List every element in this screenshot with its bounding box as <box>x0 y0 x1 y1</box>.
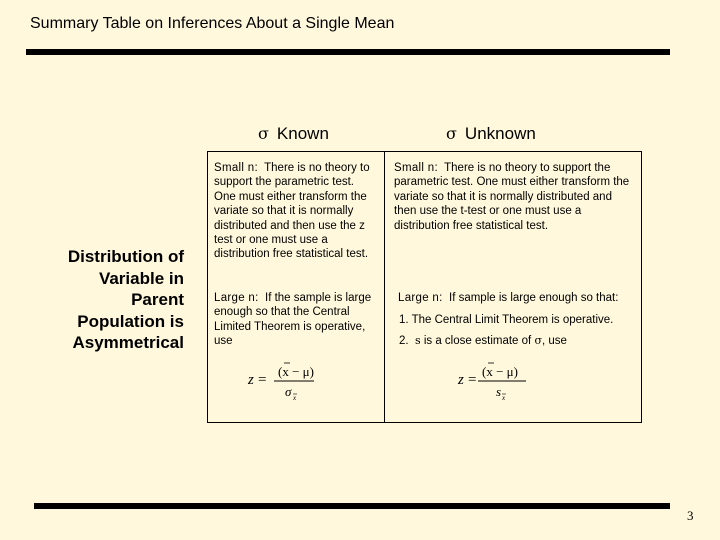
column-header-sigma-unknown <box>446 124 536 144</box>
column-header-sigma-known <box>258 124 329 144</box>
row-label-line: Parent <box>131 290 184 309</box>
z-formula-unknown <box>458 362 538 407</box>
row-label-line: Variable in <box>98 268 184 288</box>
unknown-small-n-cell <box>394 161 634 233</box>
point-text-suffix: , use <box>541 335 567 347</box>
formula-subscript: x <box>502 394 506 402</box>
cell-lead: Large n: <box>214 292 259 304</box>
known-small-n-cell <box>214 161 378 262</box>
sigma-symbol: σ <box>446 124 457 143</box>
formula-numerator: (x − μ) <box>278 364 314 379</box>
cell-text: If the sample is large enough so that the Central Limited Theorem is operative, use <box>214 292 372 348</box>
cell-lead: Large n: <box>398 292 443 304</box>
row-label-line: Population is <box>77 311 184 331</box>
row-label-line: Asymmetrical <box>72 333 184 352</box>
cell-lead: Small n: <box>394 162 438 174</box>
row-label-line: Distribution of <box>67 247 184 266</box>
s-symbol: s <box>414 334 421 347</box>
sigma-symbol: σ <box>258 124 269 143</box>
known-large-n-cell <box>214 291 378 349</box>
formula-denominator: s <box>496 384 502 399</box>
sigma-symbol: σ <box>534 334 542 347</box>
slide-title: Summary Table on Inferences About a Single Mean <box>30 15 395 32</box>
formula-lhs: z <box>458 372 464 388</box>
cell-lead: Small n: <box>214 162 258 174</box>
formula-numerator: (x − μ) <box>482 364 518 379</box>
column-header-label: Unknown <box>464 124 536 143</box>
column-divider <box>384 151 385 423</box>
row-label <box>40 246 184 354</box>
z-formula-known <box>248 362 328 407</box>
cell-text: There is no theory to support the parametric test. One must either transform the variate so that it is normally distributed and then use the z test or one must use a distribution free statistical test. <box>214 162 370 261</box>
cell-text: There is no theory to support the parametric test. One must either transform the variate so that it is normally distributed and then use the t-test or one must use a distribution free statistical test. <box>394 162 630 232</box>
formula-lhs: z <box>248 372 254 388</box>
column-header-label: Known <box>276 124 329 143</box>
svg-text:=: = <box>258 372 267 388</box>
formula-subscript: x <box>293 394 297 402</box>
svg-text:=: = <box>468 372 477 388</box>
page-number: 3 <box>687 508 694 523</box>
top-rule <box>26 49 670 55</box>
formula-denominator: σ <box>285 384 292 399</box>
unknown-point-1: 1. The Central Limit Theorem is operative. <box>399 314 614 326</box>
unknown-large-n-cell <box>398 291 638 305</box>
point-text: is a close estimate of <box>423 335 532 347</box>
bottom-rule <box>34 503 670 509</box>
unknown-point-2 <box>399 334 639 348</box>
point-number: 2. <box>399 335 409 347</box>
cell-text: If sample is large enough so that: <box>449 292 619 304</box>
